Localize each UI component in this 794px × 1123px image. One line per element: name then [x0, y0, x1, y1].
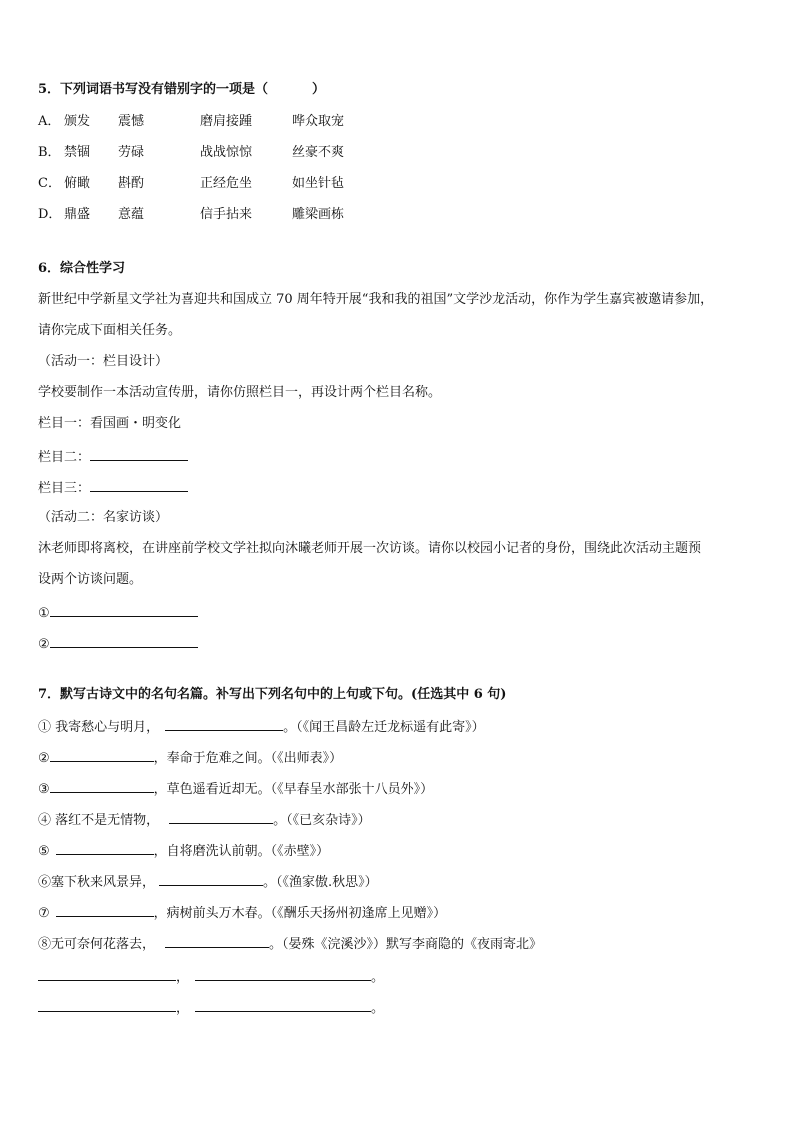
q6-column3-label: 栏目三： [38, 481, 91, 496]
q6-answer1-row [38, 604, 198, 622]
option-word: 正经危坐 [200, 176, 253, 191]
q6-answer2-row [38, 635, 198, 653]
option-word: 如坐针毡 [292, 176, 345, 191]
q7-title: 7．默写古诗文中的名句名篇。补写出下列名句中的上句或下句。(任选其中 6 句) [38, 687, 507, 702]
q7-line3 [38, 780, 433, 798]
option-word: 意蕴 [118, 207, 145, 222]
q5-option-c [38, 176, 344, 192]
option-label: B． [38, 145, 61, 160]
q6-activity2-heading: （活动二：名家访谈） [38, 510, 169, 525]
q7-line2-marker: ② [38, 751, 50, 766]
option-label: A． [38, 114, 61, 129]
q5-title-text: 5．下列词语书写没有错别字的一项是（ [38, 82, 269, 97]
q7-line3-text: ，草色遥看近却无。（《早春呈水部张十八员外》） [153, 782, 434, 797]
option-label: D． [38, 207, 62, 222]
q7-poem-period: 。 [371, 1001, 385, 1016]
q7-line3-blank[interactable] [50, 780, 154, 793]
q7-poem-period: 。 [371, 970, 385, 985]
q7-poem-row2 [38, 999, 384, 1017]
q7-line4-text: ④ 落红不是无情物， [38, 813, 160, 828]
q7-line5 [38, 842, 329, 860]
option-word: 鼎盛 [64, 207, 91, 222]
q7-line4-source: 。（《已亥杂诗》） [273, 813, 371, 828]
option-word: 磨肩接踵 [200, 114, 253, 129]
q7-line6-source: 。（《渔家傲.秋思》） [263, 875, 378, 890]
q7-line2-blank[interactable] [50, 749, 154, 762]
option-label: C． [38, 176, 61, 191]
q7-line1 [38, 718, 485, 736]
q7-line6-text: ⑥塞下秋来风景异， [38, 875, 156, 890]
q6-answer1-blank[interactable] [50, 604, 198, 617]
q7-line6 [38, 873, 378, 891]
option-word: 哗众取宠 [292, 114, 345, 129]
option-word: 劳碌 [118, 145, 145, 160]
q7-line8-source: 。（晏殊《浣溪沙》）默写李商隐的《夜雨寄北》 [269, 937, 543, 952]
option-word: 信手拈来 [200, 207, 253, 222]
q6-title: 6．综合性学习 [38, 261, 126, 276]
q7-line7-marker: ⑦ [38, 906, 50, 921]
q5-title [38, 82, 325, 98]
q7-line5-blank[interactable] [56, 842, 154, 855]
q7-line1-text: ① 我寄愁心与明月， [38, 720, 160, 735]
option-word: 雕梁画栋 [292, 207, 345, 222]
q6-answer1-marker: ① [38, 606, 50, 621]
q6-answer2-marker: ② [38, 637, 50, 652]
q7-line2-text: ，奉命于危难之间。（《出师表》） [153, 751, 343, 766]
q6-column3-blank[interactable] [90, 479, 188, 492]
q6-column2-blank[interactable] [90, 448, 188, 461]
option-word: 禁锢 [64, 145, 91, 160]
q7-line1-blank[interactable] [165, 718, 283, 731]
q7-poem-blank[interactable] [195, 968, 371, 981]
q7-line4 [38, 811, 371, 829]
q7-line5-text: ，自将磨洗认前朝。（《赤壁》） [153, 844, 330, 859]
q6-activity1-heading: （活动一：栏目设计） [38, 354, 169, 369]
q7-poem-blank[interactable] [195, 999, 371, 1012]
q7-poem-blank[interactable] [38, 968, 176, 981]
q6-intro-line1: 新世纪中学新星文学社为喜迎共和国成立 70 周年特开展“我和我的祖国”文学沙龙活动，你作为学生嘉宾被邀请参加， [38, 292, 714, 307]
q7-line5-marker: ⑤ [38, 844, 50, 859]
q7-poem-comma: ， [176, 1001, 190, 1016]
q7-poem-comma: ， [176, 970, 190, 985]
q7-line8-blank[interactable] [165, 935, 269, 948]
q5-option-a [38, 114, 344, 130]
q6-column1: 栏目一：看国画・明变化 [38, 416, 182, 431]
q5-option-d [38, 207, 344, 223]
option-word: 丝豪不爽 [292, 145, 345, 160]
q6-column2-row [38, 448, 188, 466]
q7-line7-blank[interactable] [56, 904, 154, 917]
q7-line2 [38, 749, 342, 767]
q7-line7 [38, 904, 446, 922]
q7-line8 [38, 935, 542, 953]
q6-activity2-task-line2: 设两个访谈问题。 [38, 572, 143, 587]
q7-line3-marker: ③ [38, 782, 50, 797]
q6-column3-row [38, 479, 188, 497]
q6-activity1-task: 学校要制作一本活动宣传册，请你仿照栏目一，再设计两个栏目名称。 [38, 385, 442, 400]
q6-intro-line2: 请你完成下面相关任务。 [38, 323, 182, 338]
q7-line6-blank[interactable] [159, 873, 263, 886]
q7-poem-row1 [38, 968, 384, 986]
q6-activity2-task-line1: 沐老师即将离校，在讲座前学校文学社拟向沐曦老师开展一次访谈。请你以校园小记者的身份，围绕此次活动主题预 [38, 541, 702, 556]
q6-column2-label: 栏目二： [38, 450, 91, 465]
q7-line7-text: ，病树前头万木春。（《酬乐天扬州初逢席上见赠》） [153, 906, 447, 921]
option-word: 俯瞰 [64, 176, 91, 191]
option-word: 颁发 [64, 114, 91, 129]
option-word: 震憾 [118, 114, 145, 129]
q5-close-paren: ） [312, 82, 326, 97]
q7-line8-text: ⑧无可奈何花落去， [38, 937, 156, 952]
q7-line1-source: 。（《闻王昌龄左迁龙标遥有此寄》） [283, 720, 485, 735]
q7-line4-blank[interactable] [169, 811, 273, 824]
option-word: 战战惊惊 [200, 145, 253, 160]
q7-poem-blank[interactable] [38, 999, 176, 1012]
q6-answer2-blank[interactable] [50, 635, 198, 648]
q5-option-b [38, 145, 344, 161]
option-word: 斟酌 [118, 176, 145, 191]
